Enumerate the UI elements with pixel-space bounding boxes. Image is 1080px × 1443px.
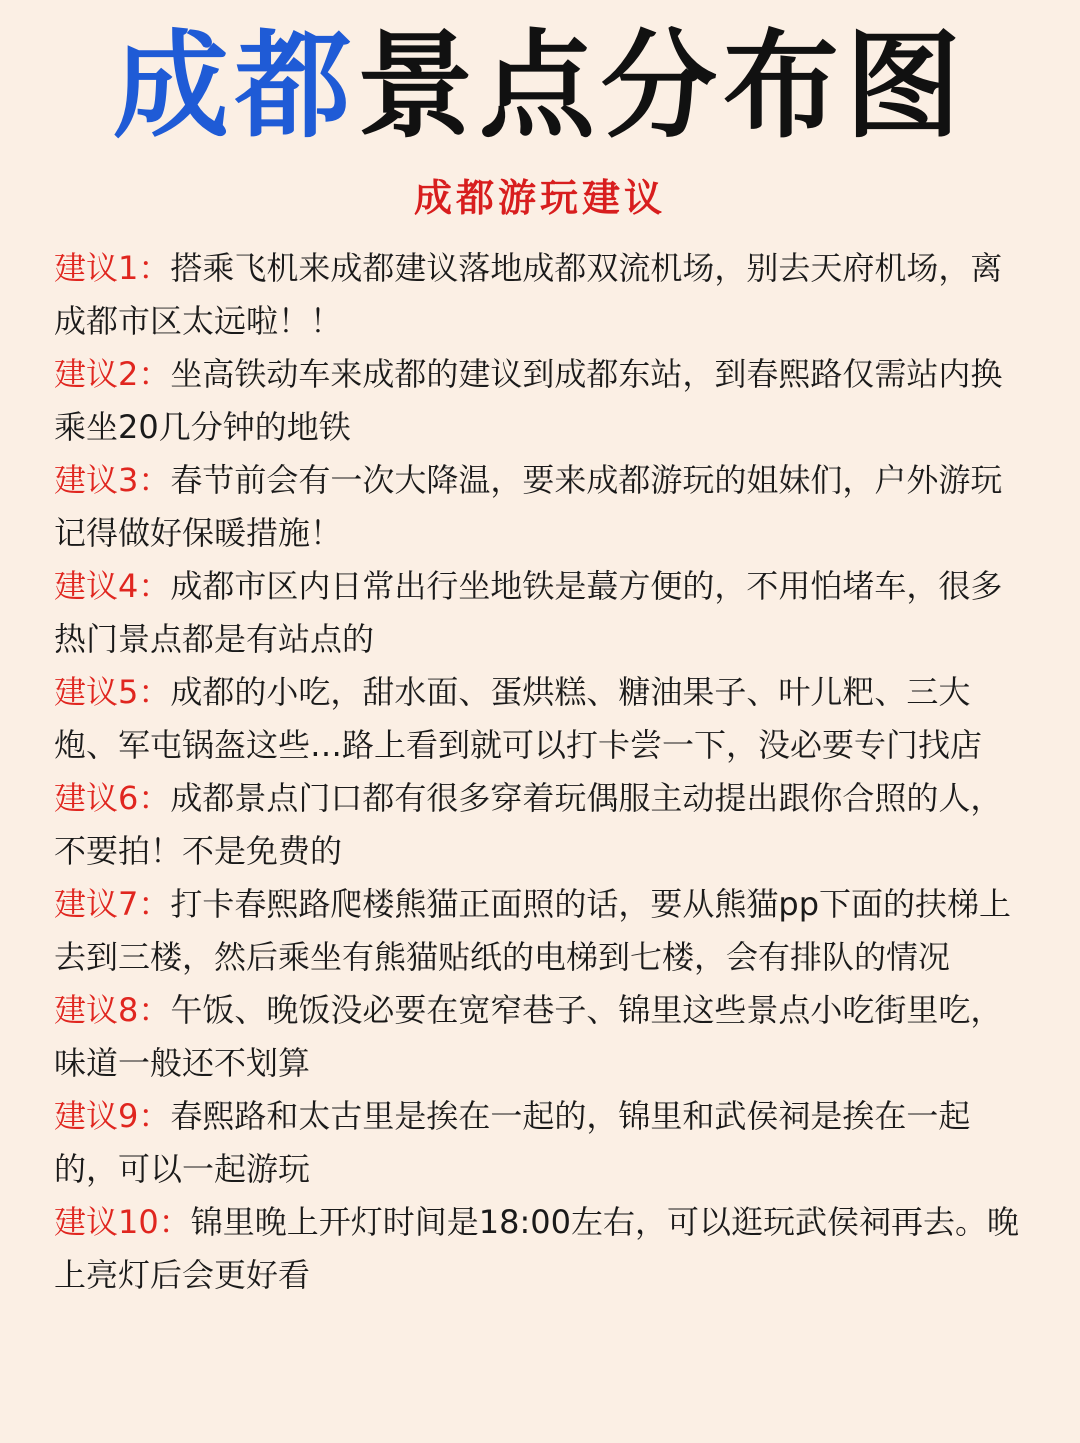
tip-label: 建议10： bbox=[54, 1203, 191, 1241]
tip-item bbox=[54, 666, 1034, 772]
tip-label: 建议9： bbox=[54, 1097, 171, 1135]
tip-label: 建议6： bbox=[54, 779, 171, 817]
title-city: 成都 bbox=[113, 19, 357, 154]
tip-text: 午饭、晚饭没必要在宽窄巷子、锦里这些景点小吃街里吃，味道一般还不划算 bbox=[54, 991, 1003, 1082]
tip-text: 成都景点门口都有很多穿着玩偶服主动提出跟你合照的人，不要拍！不是免费的 bbox=[54, 779, 1003, 870]
tip-text: 春熙路和太古里是挨在一起的，锦里和武侯祠是挨在一起的，可以一起游玩 bbox=[54, 1097, 971, 1188]
tip-item bbox=[54, 242, 1034, 348]
tips-list bbox=[54, 242, 1034, 1302]
tip-label: 建议2： bbox=[54, 355, 171, 393]
tip-item bbox=[54, 560, 1034, 666]
tip-text: 搭乘飞机来成都建议落地成都双流机场，别去天府机场，离成都市区太远啦！！ bbox=[54, 249, 1003, 340]
tip-label: 建议3： bbox=[54, 461, 171, 499]
tip-item bbox=[54, 348, 1034, 454]
tip-text: 成都市区内日常出行坐地铁是蕞方便的，不用怕堵车，很多热门景点都是有站点的 bbox=[54, 567, 1003, 658]
tip-label: 建议8： bbox=[54, 991, 171, 1029]
page-title bbox=[0, 19, 1080, 154]
tip-label: 建议1： bbox=[54, 249, 171, 287]
tip-label: 建议5： bbox=[54, 673, 171, 711]
tip-text: 坐高铁动车来成都的建议到成都东站，到春熙路仅需站内换乘坐20几分钟的地铁 bbox=[54, 355, 1003, 446]
tip-item bbox=[54, 878, 1034, 984]
tip-item bbox=[54, 1196, 1034, 1302]
tip-label: 建议4： bbox=[54, 567, 171, 605]
section-subtitle: 成都游玩建议 bbox=[413, 176, 666, 220]
tip-item bbox=[54, 772, 1034, 878]
tip-text: 锦里晚上开灯时间是18:00左右，可以逛玩武侯祠再去。晚上亮灯后会更好看 bbox=[54, 1203, 1019, 1294]
tip-item bbox=[54, 1090, 1034, 1196]
title-rest: 景点分布图 bbox=[357, 19, 967, 154]
tip-label: 建议7： bbox=[54, 885, 171, 923]
tip-text: 春节前会有一次大降温，要来成都游玩的姐妹们，户外游玩记得做好保暖措施！ bbox=[54, 461, 1003, 552]
tip-text: 打卡春熙路爬楼熊猫正面照的话，要从熊猫pp下面的扶梯上去到三楼，然后乘坐有熊猫贴纸的电梯到七楼，会有排队的情况 bbox=[54, 885, 1012, 976]
tip-item bbox=[54, 454, 1034, 560]
tip-item bbox=[54, 984, 1034, 1090]
tip-text: 成都的小吃，甜水面、蛋烘糕、糖油果子、叶儿粑、三大炮、军屯锅盔这些…路上看到就可以打卡尝一下，没必要专门找店 bbox=[54, 673, 983, 764]
